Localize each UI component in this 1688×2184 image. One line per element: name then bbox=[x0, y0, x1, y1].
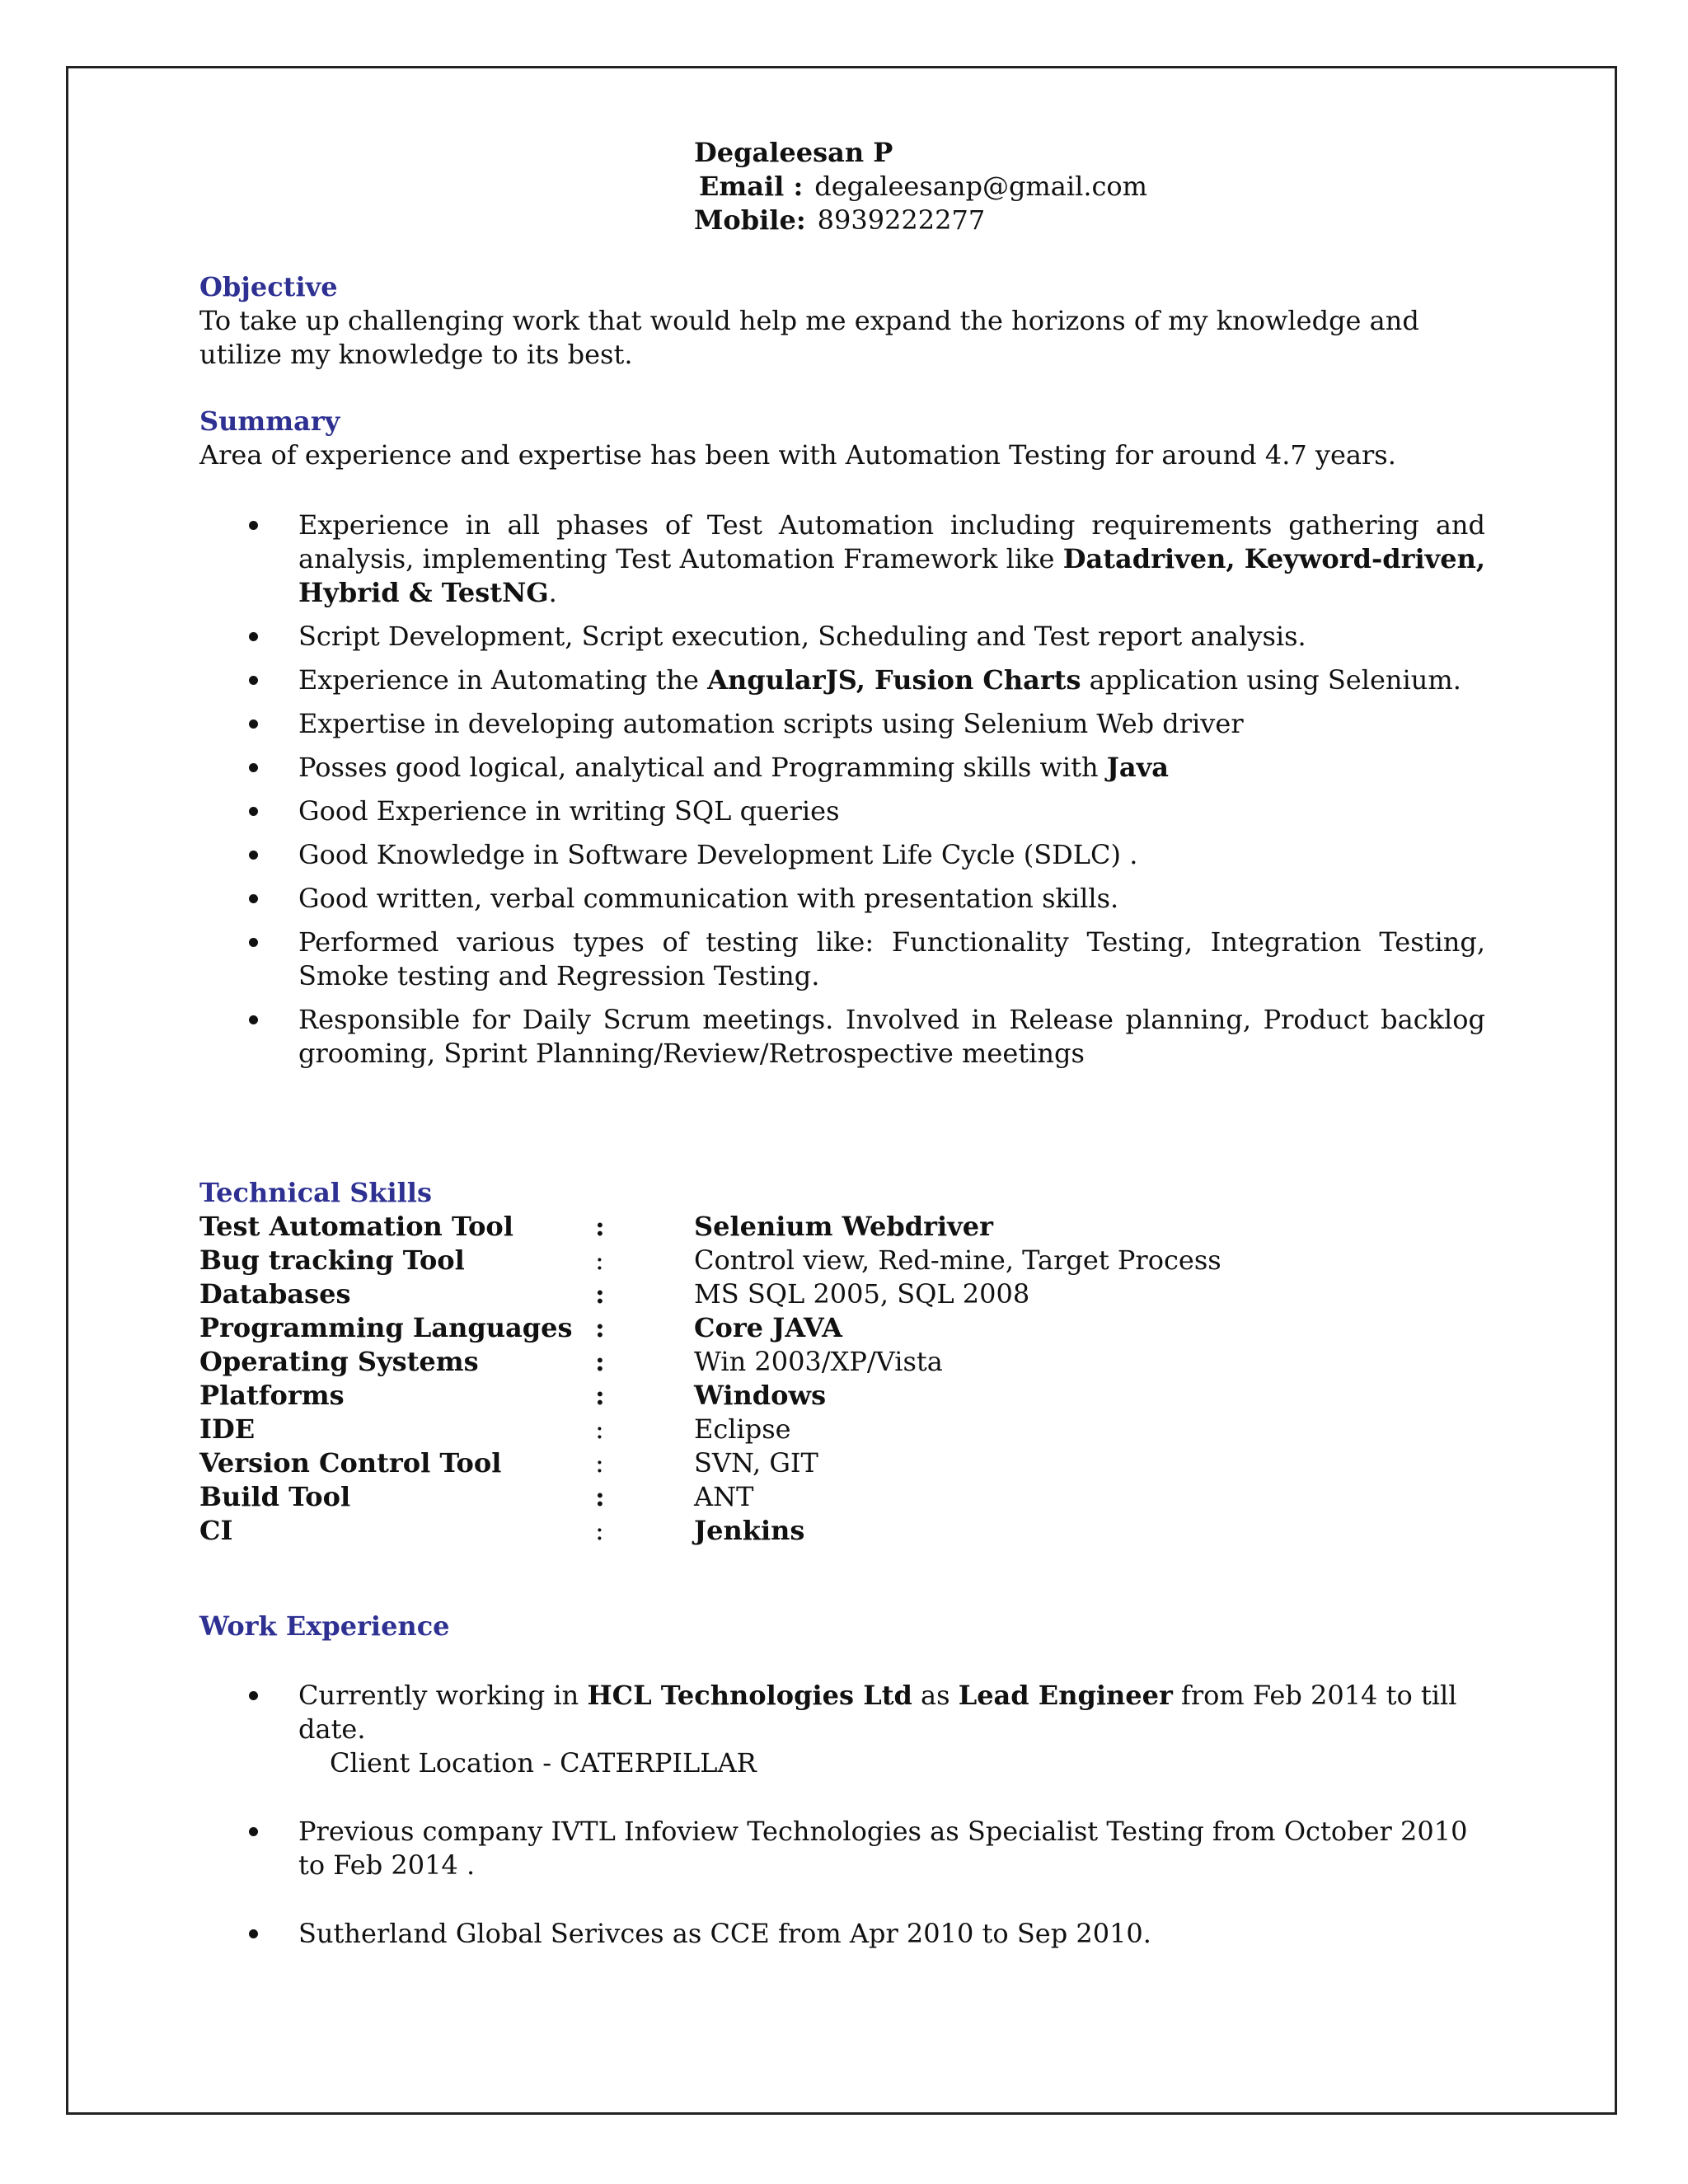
item-text: Script Development, Script execution, Scheduling and Test report analysis. bbox=[298, 621, 1306, 652]
list-item bbox=[199, 926, 1485, 993]
mobile-line bbox=[694, 204, 1485, 237]
item-bold-text: Datadriven, Keyword-driven, Hybrid & TestNG bbox=[298, 543, 1486, 608]
list-item bbox=[199, 1003, 1485, 1071]
objective-section bbox=[199, 270, 1485, 372]
technical-skills-title: Technical Skills bbox=[199, 1177, 432, 1208]
skill-colon: : bbox=[595, 1481, 605, 1512]
current-job-line bbox=[298, 1679, 1485, 1746]
bullet-icon bbox=[249, 807, 258, 816]
list-item bbox=[199, 1679, 1485, 1780]
skill-value: Windows bbox=[694, 1380, 827, 1411]
list-item bbox=[199, 620, 1485, 654]
skill-label: CI bbox=[199, 1515, 233, 1546]
skill-colon: : bbox=[595, 1244, 604, 1276]
list-item bbox=[199, 838, 1485, 872]
item-text: as bbox=[912, 1680, 959, 1711]
item-bold-text: Java bbox=[1106, 752, 1169, 783]
email-label: Email : bbox=[699, 171, 804, 202]
item-text-tail: from Feb 2014 to till date. bbox=[298, 1680, 1457, 1745]
item-text: Performed various types of testing like: Functionality Testing, Integration Testing, Smoke testing and Regression Testing. bbox=[298, 926, 1485, 991]
table-row bbox=[199, 1210, 1221, 1244]
item-text-tail: application using Selenium. bbox=[1081, 664, 1461, 696]
summary-title: Summary bbox=[199, 405, 340, 437]
table-row bbox=[199, 1446, 1221, 1480]
item-text: Sutherland Global Serivces as CCE from Apr 2010 to Sep 2010. bbox=[298, 1918, 1151, 1949]
candidate-name: Degaleesan P bbox=[694, 137, 893, 168]
bullet-icon bbox=[249, 632, 258, 641]
skill-value: Win 2003/XP/Vista bbox=[694, 1346, 943, 1377]
bullet-icon bbox=[249, 1691, 258, 1700]
summary-section bbox=[199, 405, 1485, 1071]
bullet-icon bbox=[249, 676, 258, 685]
table-row bbox=[199, 1480, 1221, 1514]
list-item bbox=[199, 663, 1485, 697]
skill-label: Programming Languages bbox=[199, 1312, 573, 1343]
table-row bbox=[199, 1345, 1221, 1379]
skill-colon: : bbox=[595, 1447, 604, 1479]
client-location: Client Location - CATERPILLAR bbox=[330, 1747, 757, 1779]
item-text: Posses good logical, analytical and Programming skills with bbox=[298, 752, 1107, 783]
bullet-icon bbox=[249, 938, 258, 947]
skill-label: Databases bbox=[199, 1278, 351, 1310]
skill-colon: : bbox=[595, 1211, 605, 1242]
skill-label: IDE bbox=[199, 1413, 256, 1445]
job-role: Lead Engineer bbox=[958, 1680, 1173, 1711]
skill-colon: : bbox=[595, 1380, 605, 1411]
work-list bbox=[199, 1679, 1485, 1951]
list-item bbox=[199, 794, 1485, 828]
skill-value: Eclipse bbox=[694, 1413, 791, 1445]
email-value: degaleesanp@gmail.com bbox=[814, 171, 1148, 202]
item-text: Responsible for Daily Scrum meetings. Involved in Release planning, Product backlog grooming, Sprint Planning/Review/Retrospective meetings bbox=[298, 1004, 1485, 1069]
bullet-icon bbox=[249, 521, 258, 530]
skill-colon: : bbox=[595, 1515, 604, 1546]
bullet-icon bbox=[249, 894, 258, 903]
skill-value: Jenkins bbox=[694, 1515, 805, 1546]
item-text: Good Knowledge in Software Development Life Cycle (SDLC) . bbox=[298, 839, 1138, 870]
bullet-icon bbox=[249, 1827, 258, 1836]
work-experience-section bbox=[199, 1610, 1485, 1951]
skill-value: Control view, Red-mine, Target Process bbox=[694, 1244, 1221, 1276]
skill-label: Test Automation Tool bbox=[199, 1211, 513, 1242]
resume-content bbox=[199, 136, 1485, 1985]
bullet-icon bbox=[249, 763, 258, 772]
mobile-value: 8939222277 bbox=[817, 204, 986, 236]
mobile-label: Mobile: bbox=[694, 204, 806, 236]
skill-colon: : bbox=[595, 1312, 605, 1343]
skill-label: Bug tracking Tool bbox=[199, 1244, 465, 1276]
table-row bbox=[199, 1379, 1221, 1413]
table-row bbox=[199, 1244, 1221, 1277]
table-row bbox=[199, 1311, 1221, 1345]
skill-label: Build Tool bbox=[199, 1481, 351, 1512]
skill-value: SVN, GIT bbox=[694, 1447, 818, 1479]
skill-colon: : bbox=[595, 1413, 604, 1445]
summary-list bbox=[199, 509, 1485, 1071]
list-item bbox=[199, 509, 1485, 610]
item-text: Experience in all phases of Test Automation including requirements gathering and analysis, implementing Test Automation Framework like bbox=[298, 509, 1485, 574]
company-name: HCL Technologies Ltd bbox=[587, 1680, 912, 1711]
list-item bbox=[199, 751, 1485, 785]
bullet-icon bbox=[249, 719, 258, 729]
item-text: Currently working in bbox=[298, 1680, 588, 1711]
skill-label: Version Control Tool bbox=[199, 1447, 502, 1479]
item-bold-text: AngularJS, Fusion Charts bbox=[707, 664, 1081, 696]
item-text: Good Experience in writing SQL queries bbox=[298, 795, 840, 827]
bullet-icon bbox=[249, 1015, 258, 1024]
email-line bbox=[694, 170, 1485, 204]
item-text: Previous company IVTL Infoview Technologies as Specialist Testing from October 2010 to Feb 2014 . bbox=[298, 1816, 1468, 1881]
list-item bbox=[199, 707, 1485, 741]
contact-header bbox=[694, 136, 1485, 237]
skills-table bbox=[199, 1210, 1221, 1548]
skill-value: Core JAVA bbox=[694, 1312, 842, 1343]
objective-text: To take up challenging work that would help me expand the horizons of my knowledge and utilize my knowledge to its best. bbox=[199, 305, 1419, 370]
list-item bbox=[199, 882, 1485, 916]
item-text: Good written, verbal communication with presentation skills. bbox=[298, 883, 1119, 914]
table-row bbox=[199, 1277, 1221, 1311]
bullet-icon bbox=[249, 851, 258, 860]
list-item bbox=[199, 1917, 1485, 1951]
objective-title: Objective bbox=[199, 271, 338, 302]
skill-colon: : bbox=[595, 1278, 605, 1310]
technical-skills-section bbox=[199, 1176, 1485, 1548]
list-item bbox=[199, 1815, 1485, 1882]
summary-intro: Area of experience and expertise has been with Automation Testing for around 4.7 years. bbox=[199, 439, 1396, 471]
skill-colon: : bbox=[595, 1346, 605, 1377]
item-text-tail: . bbox=[548, 577, 557, 608]
table-row bbox=[199, 1514, 1221, 1548]
skill-label: Platforms bbox=[199, 1380, 345, 1411]
skill-label: Operating Systems bbox=[199, 1346, 479, 1377]
skill-value: ANT bbox=[694, 1481, 754, 1512]
skill-value: MS SQL 2005, SQL 2008 bbox=[694, 1278, 1030, 1310]
work-experience-title: Work Experience bbox=[199, 1610, 450, 1642]
bullet-icon bbox=[249, 1929, 258, 1938]
item-text: Experience in Automating the bbox=[298, 664, 708, 696]
item-text: Expertise in developing automation scripts using Selenium Web driver bbox=[298, 708, 1244, 739]
skill-value: Selenium Webdriver bbox=[694, 1211, 993, 1242]
table-row bbox=[199, 1413, 1221, 1446]
